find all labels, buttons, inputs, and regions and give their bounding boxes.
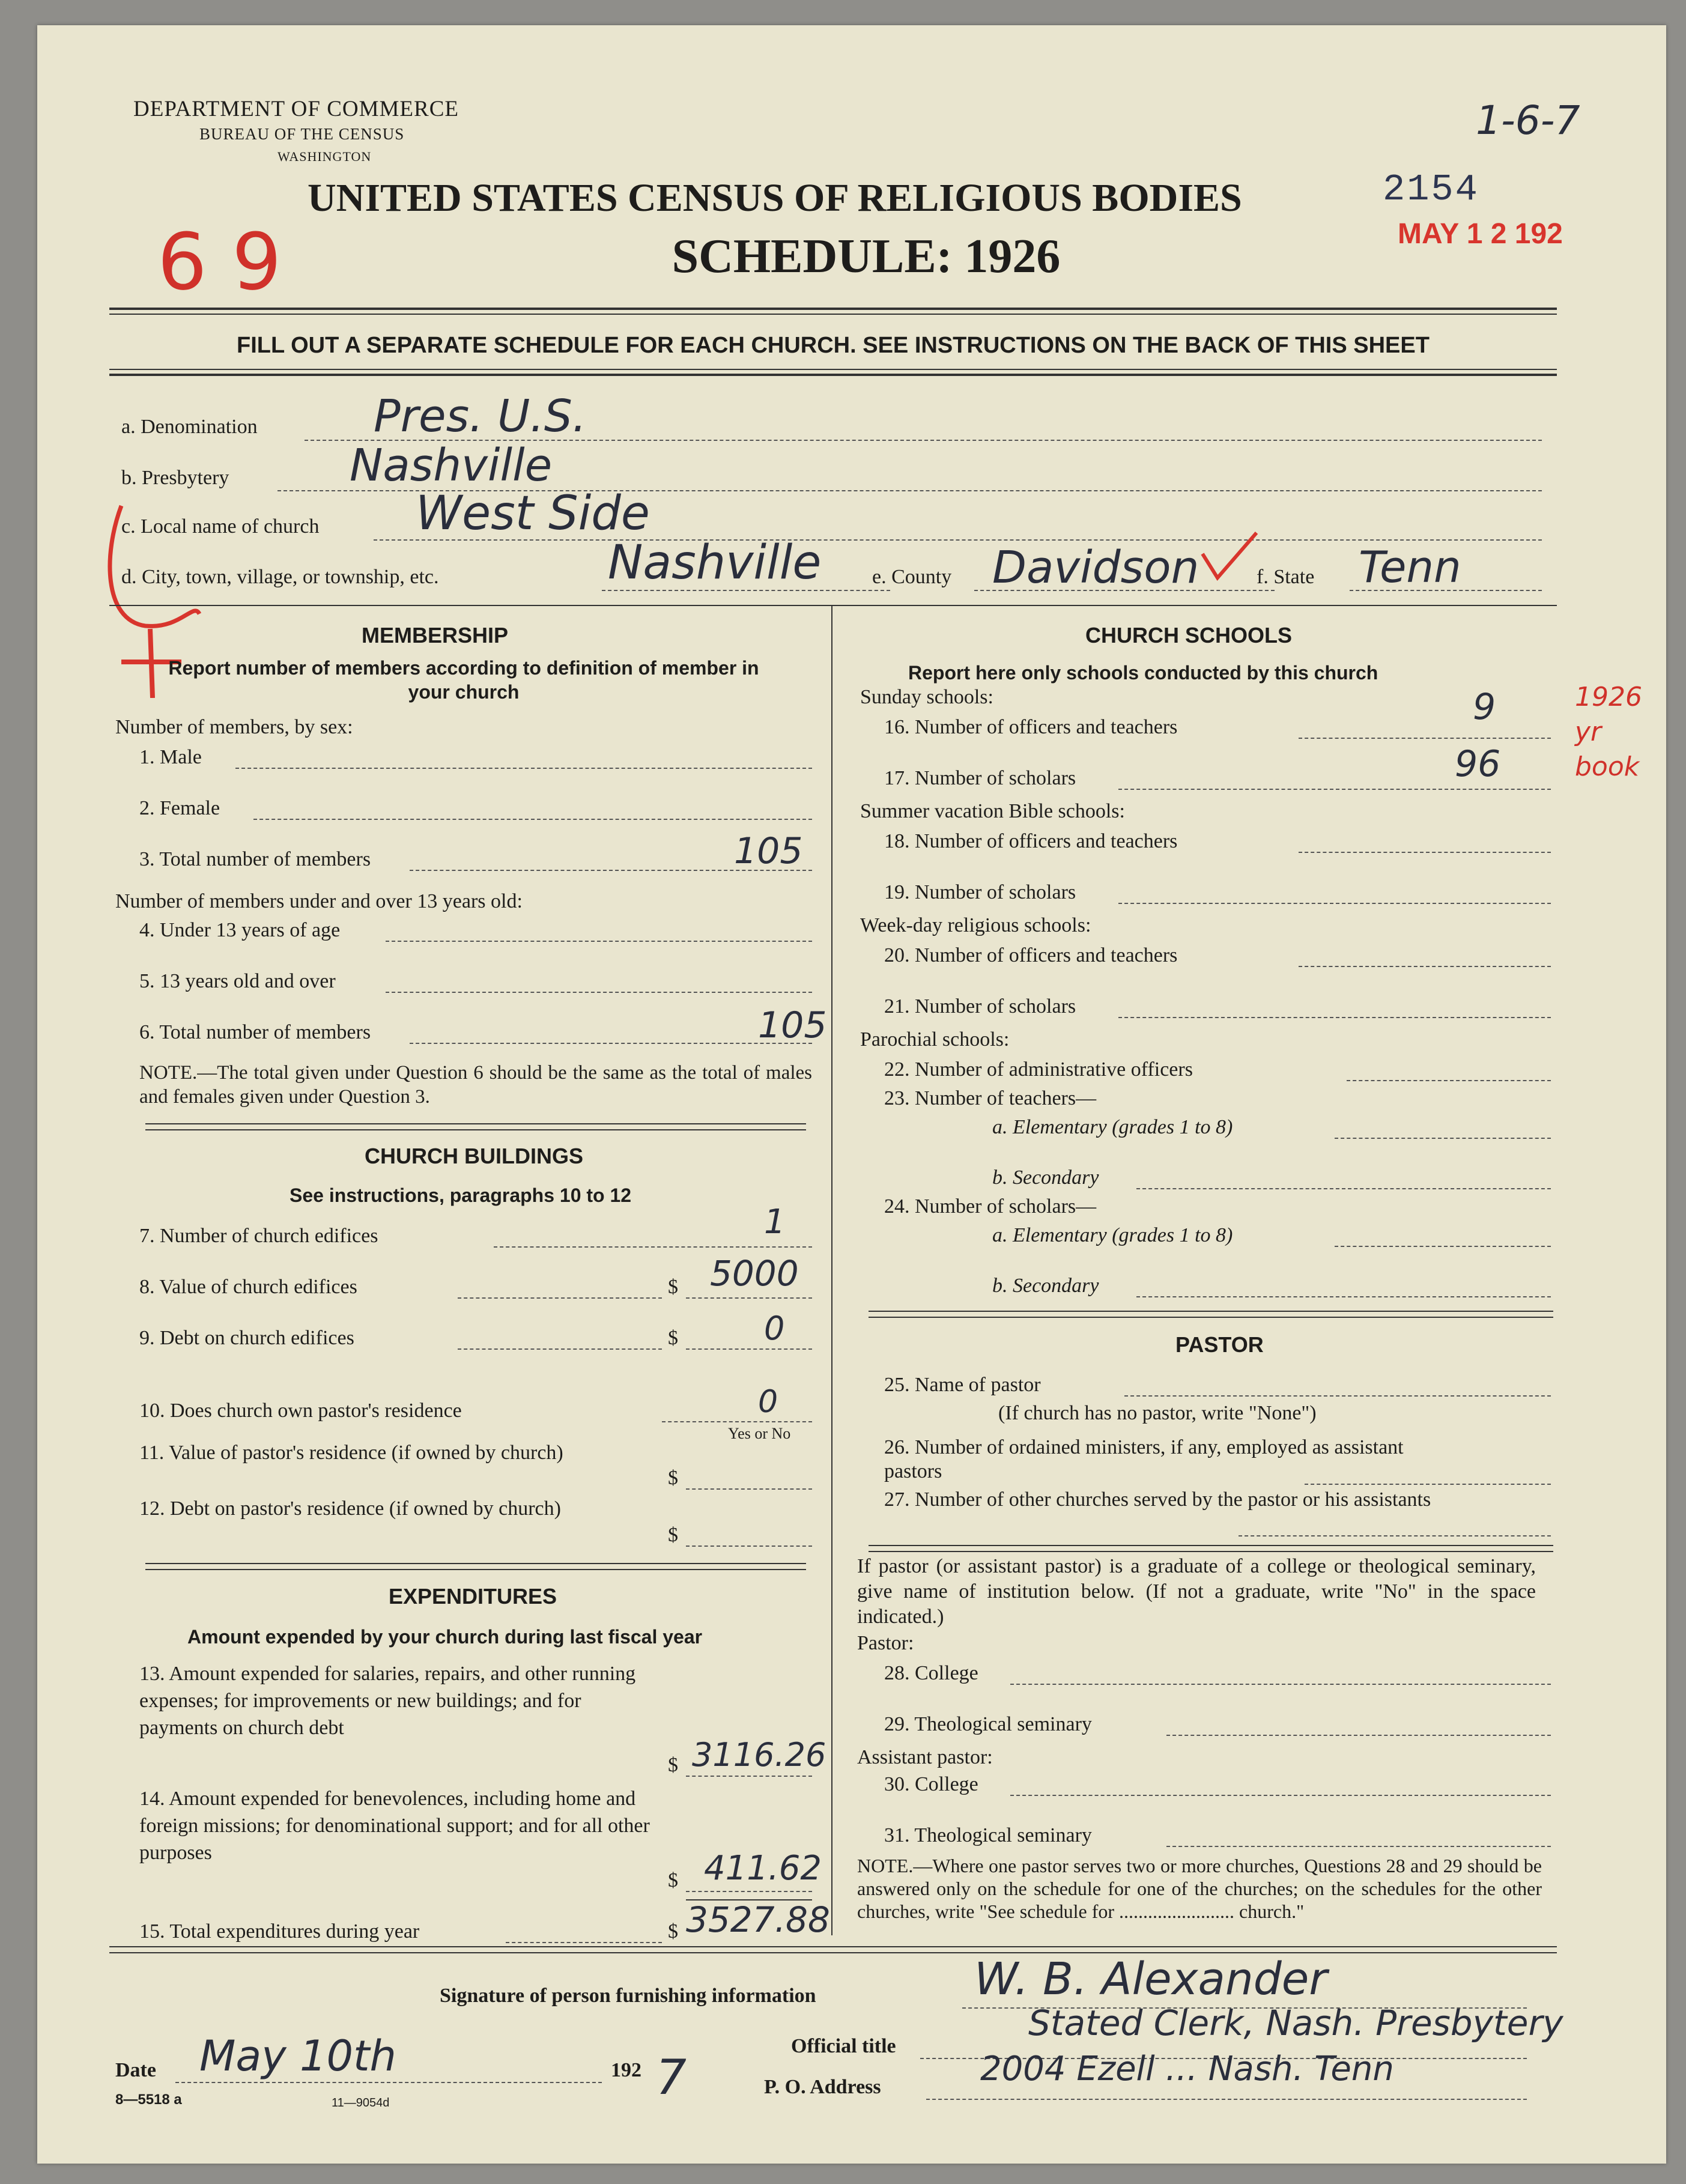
q13-dollar: $ [668,1754,678,1776]
q21-label: 21. Number of scholars [884,995,1076,1018]
q24b-field-line [1136,1296,1551,1297]
pastor-subheading: Pastor: [857,1632,914,1654]
q19-field-line [1118,903,1551,904]
section-rule [145,1129,806,1130]
q21-field-line [1118,1017,1551,1018]
q1-label: 1. Male [139,746,202,768]
q1-field-line [235,768,812,769]
presbytery-label: b. Presbytery [121,467,229,489]
q8-value[interactable]: 5000 [710,1253,799,1294]
church-name-value[interactable]: West Side [416,487,650,541]
q13-amount-line [686,1776,812,1777]
pastor-note: NOTE.—Where one pastor serves two or more churches, Questions 28 and 29 should be answered only on the schedule for one of the churches; on the schedules for the other churches, write "See schedule for ........................ church." [857,1855,1542,1922]
po-address-label: P. O. Address [764,2076,881,2098]
buildings-subheading: See instructions, paragraphs 10 to 12 [290,1185,632,1206]
members-by-sex-heading: Number of members, by sex: [115,716,353,738]
q22-field-line [1347,1080,1551,1081]
q22-label: 22. Number of administrative officers [884,1058,1193,1081]
po-address-value[interactable]: 2004 Ezell ... Nash. Tenn [980,2049,1394,2088]
official-title-value[interactable]: Stated Clerk, Nash. Presbytery [1028,2003,1563,2043]
q23b-label: b. Secondary [992,1166,1099,1189]
q25-field-line [1124,1395,1551,1397]
q15-label: 15. Total expenditures during year [139,1920,420,1943]
q26-field-line [1305,1484,1551,1485]
q12-dollar: $ [668,1524,678,1546]
q23a-field-line [1335,1138,1551,1139]
denomination-label: a. Denomination [121,416,258,438]
church-name-label: c. Local name of church [121,515,320,538]
city-field-line [602,590,890,591]
rule [109,374,1557,376]
sunday-schools-heading: Sunday schools: [860,686,993,708]
q5-field-line [386,992,812,993]
q23a-label: a. Elementary (grades 1 to 8) [992,1116,1233,1138]
q3-label: 3. Total number of members [139,848,371,870]
q3-value[interactable]: 105 [734,830,803,872]
q2-label: 2. Female [139,797,220,819]
q24-label: 24. Number of scholars— [884,1195,1097,1218]
rule [109,369,1557,370]
age-heading: Number of members under and over 13 years old: [115,890,523,912]
corner-note: 1-6-7 [1476,97,1580,144]
q8-dollar: $ [668,1276,678,1298]
q25-label: 25. Name of pastor [884,1374,1041,1396]
assistant-pastor-subheading: Assistant pastor: [857,1746,993,1768]
document-subtitle: SCHEDULE: 1926 [672,230,1061,283]
denomination-value[interactable]: Pres. U.S. [374,390,587,442]
q7-label: 7. Number of church edifices [139,1225,378,1247]
q7-field-line [494,1246,812,1248]
section-rule [145,1563,806,1564]
q31-field-line [1166,1846,1551,1847]
date-label: Date [115,2059,156,2081]
q27-label: 27. Number of other churches served by the pastor or his assistants [884,1488,1431,1511]
summer-schools-heading: Summer vacation Bible schools: [860,800,1125,822]
city-label: d. City, town, village, or township, etc. [121,566,439,588]
section-rule [869,1317,1553,1318]
parochial-schools-heading: Parochial schools: [860,1028,1010,1051]
q23-label: 23. Number of teachers— [884,1087,1097,1109]
q17-value[interactable]: 96 [1455,743,1501,785]
q30-label: 30. College [884,1773,978,1795]
q20-field-line [1299,966,1551,967]
membership-note: NOTE.—The total given under Question 6 should be the same as the total of males and females given under Question 3. [139,1062,812,1108]
church-schools-heading: CHURCH SCHOOLS [1085,623,1293,648]
city-heading: WASHINGTON [277,149,372,164]
instruction-banner: FILL OUT A SEPARATE SCHEDULE FOR EACH CHURCH. SEE INSTRUCTIONS ON THE BACK OF THIS SHEET [237,333,1430,358]
print-number: 11—9054d [332,2096,390,2110]
church-schools-subheading: Report here only schools conducted by this church [908,662,1378,684]
red-check-mark [1196,530,1263,584]
date-value[interactable]: May 10th [199,2031,396,2081]
q11-label: 11. Value of pastor's residence (if owned by church) [139,1442,563,1464]
q24b-label: b. Secondary [992,1275,1099,1297]
q23b-field-line [1136,1188,1551,1189]
q20-label: 20. Number of officers and teachers [884,944,1178,966]
q9-label: 9. Debt on church edifices [139,1327,354,1349]
q27-field-line [1239,1535,1551,1536]
bureau-heading: BUREAU OF THE CENSUS [199,125,405,143]
q14-dollar: $ [668,1869,678,1891]
county-label: e. County [872,566,952,588]
section-rule [109,1946,1557,1947]
q13-label: 13. Amount expended for salaries, repairs, and other running expenses; for improvements or new buildings; and for payments on church debt [139,1663,636,1739]
membership-instructions: Report number of members according to definition of member in your church [168,657,759,703]
po-address-field-line [926,2099,1527,2100]
q9-amount-line [686,1348,812,1350]
q30-field-line [1010,1795,1551,1796]
q6-field-line [410,1043,812,1044]
state-value[interactable]: Tenn [1359,542,1461,592]
graduate-instructions: If pastor (or assistant pastor) is a graduate of a college or theological seminary, give name of institution below. (If not a graduate, write "No" in the space indicated.) [857,1555,1536,1628]
red-pencil-mark: 6 9 [157,216,282,308]
document-title: UNITED STATES CENSUS OF RELIGIOUS BODIES [308,176,1242,220]
q17-label: 17. Number of scholars [884,767,1076,789]
q11-dollar: $ [668,1467,678,1489]
q4-label: 4. Under 13 years of age [139,919,341,941]
q9-dollar: $ [668,1327,678,1349]
q14-amount-line [686,1891,812,1892]
q25-hint: (If church has no pastor, write "None") [998,1402,1317,1424]
section-rule [145,1123,806,1124]
year-value[interactable]: 7 [656,2049,687,2105]
county-value[interactable]: Davidson [992,542,1199,593]
state-label: f. State [1257,566,1315,588]
q13-value[interactable]: 3116.26 [692,1736,826,1774]
year-prefix: 192 [611,2059,641,2081]
buildings-heading: CHURCH BUILDINGS [365,1144,583,1168]
q2-field-line [253,819,812,820]
q24a-label: a. Elementary (grades 1 to 8) [992,1224,1233,1246]
q5-label: 5. 13 years old and over [139,970,336,992]
q10-label: 10. Does church own pastor's residence [139,1400,462,1422]
q15-value[interactable]: 3527.88 [686,1899,830,1940]
yes-no-hint: Yes or No [728,1425,791,1442]
q12-amount-line [686,1545,812,1547]
q9-field-line [458,1348,662,1350]
q18-label: 18. Number of officers and teachers [884,830,1178,852]
section-rule [145,1569,806,1570]
rule [109,314,1557,315]
q16-label: 16. Number of officers and teachers [884,716,1178,738]
q28-label: 28. College [884,1662,978,1684]
section-rule [109,1952,1557,1953]
census-schedule-sheet [37,25,1666,2164]
q26-label: 26. Number of ordained ministers, if any, employed as assistant pastors [884,1436,1404,1482]
q6-label: 6. Total number of members [139,1021,371,1043]
pastor-heading: PASTOR [1175,1332,1264,1357]
q18-field-line [1299,852,1551,853]
q10-field-line [662,1421,812,1422]
expenditures-heading: EXPENDITURES [389,1584,557,1609]
q29-field-line [1166,1735,1551,1736]
weekday-schools-heading: Week-day religious schools: [860,914,1091,936]
presbytery-value[interactable]: Nashville [350,440,553,491]
rule [109,308,1557,310]
q28-field-line [1010,1684,1551,1685]
date-field-line [175,2082,602,2083]
q14-label: 14. Amount expended for benevolences, including home and foreign missions; for denominational support; and for all other purposes [139,1788,650,1864]
serial-number: 2154 [1383,168,1479,211]
q6-value[interactable]: 105 [758,1004,827,1046]
q4-field-line [386,941,812,942]
q15-dollar: $ [668,1920,678,1943]
membership-heading: MEMBERSHIP [362,623,509,648]
q16-field-line [1299,738,1551,739]
section-rule [869,1551,1553,1552]
city-value[interactable]: Nashville [608,536,822,590]
column-divider [831,605,832,1935]
signature-value[interactable]: W. B. Alexander [974,1953,1327,2005]
q24a-field-line [1335,1246,1551,1247]
department-heading: DEPARTMENT OF COMMERCE [133,97,459,121]
section-rule [869,1545,1553,1546]
q10-value[interactable]: 0 [758,1384,778,1420]
official-title-label: Official title [791,2035,896,2057]
q19-label: 19. Number of scholars [884,881,1076,903]
q17-field-line [1118,789,1551,790]
q9-value[interactable]: 0 [764,1309,785,1347]
section-rule [109,605,1557,606]
q16-value[interactable]: 9 [1473,686,1496,728]
q7-value[interactable]: 1 [764,1203,786,1242]
q12-label: 12. Debt on pastor's residence (if owned by church) [139,1497,561,1520]
expenditures-subheading: Amount expended by your church during last fiscal year [187,1626,703,1648]
form-number: 8—5518 a [115,2091,182,2108]
q29-label: 29. Theological seminary [884,1713,1092,1735]
received-date-stamp: MAY 1 2 192 [1398,218,1563,250]
q31-label: 31. Theological seminary [884,1824,1092,1846]
q14-value[interactable]: 411.62 [704,1849,822,1888]
q15-field-line [506,1942,662,1943]
q8-label: 8. Value of church edifices [139,1276,357,1298]
red-margin-note: 1926 yr book [1575,682,1642,782]
q11-amount-line [686,1488,812,1490]
signature-label: Signature of person furnishing information [440,1985,816,2007]
section-rule [869,1311,1553,1312]
q8-amount-line [686,1297,812,1299]
q8-field-line [458,1297,662,1299]
